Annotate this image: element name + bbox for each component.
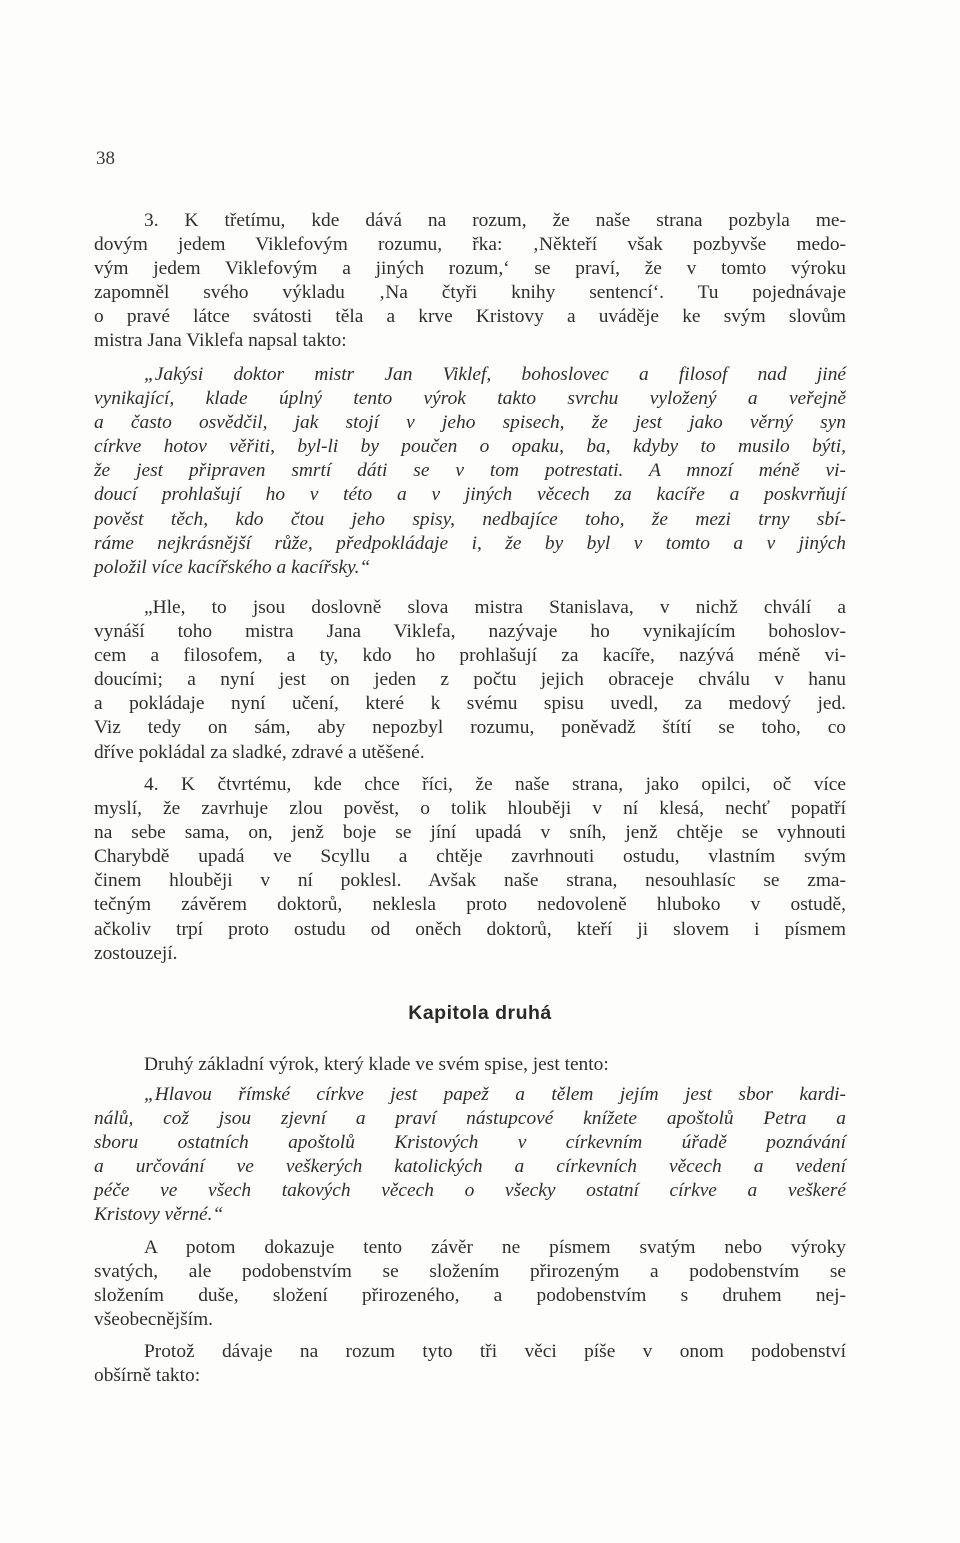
text-line: Protož dávaje na rozum tyto tři věci píše v onom podobenství: [144, 1341, 846, 1362]
text-line: sboru ostatních apoštolů Kristových v církevním úřadě poznávání: [94, 1132, 846, 1154]
text-line: ačkoliv trpí proto ostudu od oněch doktorů, kteří ji slovem i písmem: [94, 918, 846, 940]
text-line: doucí prohlašují ho v této a v jiných věcech za kacíře a poskvrňují: [94, 484, 846, 506]
text-line: na sebe sama, on, jenž boje se jíní upadá v sníh, jenž chtěje se vyhnouti: [94, 822, 846, 844]
quote-papez: [94, 1083, 846, 1228]
text-line: mistra Jana Viklefa napsal takto:: [94, 330, 347, 352]
quote-viklef: [94, 363, 846, 580]
text-line: ráme nejkrásnější růže, předpokládaje i, že by byl v tomto a v jiných: [94, 532, 846, 554]
text-line: doucími; a nyní jest on jeden z počtu jejich obraceje chválu v hanu: [94, 669, 846, 691]
text-line: pověst těch, kdo čtou jeho spisy, nedbajíce toho, že mezi trny sbí-: [94, 508, 846, 530]
text-line: cem a filosofem, a ty, kdo ho prohlašují za kacíře, nazývá méně vi-: [94, 645, 846, 667]
paragraph-hle: [94, 596, 846, 765]
text-line: Viz tedy on sám, aby nepozbyl rozumu, poněvadž štítí se toho, co: [94, 717, 846, 739]
paragraph-dokazuje: [94, 1236, 846, 1332]
text-line: všeobecnějším.: [94, 1309, 214, 1331]
text-line: nálů, což jsou zjevní a praví nástupcové knížete apoštolů Petra a: [94, 1108, 846, 1130]
text-line: zostouzejí.: [94, 942, 178, 964]
text-line: činem hlouběji v ní poklesl. Avšak naše strana, nesouhlasíc se zma-: [94, 870, 846, 892]
text-line: církve hotov věřiti, byl-li by poučen o opaku, ba, kdyby to musilo býti,: [94, 436, 846, 458]
text-line: dříve pokládal za sladké, zdravé a utěšené.: [94, 741, 425, 763]
text-line: a určování ve veškerých katolických a církevních věcech a vedení: [94, 1156, 846, 1178]
text-line: a pokládaje nyní učení, které k svému spisu uvedl, za medový jed.: [94, 693, 846, 715]
text-line: složením duše, složení přirozeného, a podobenstvím s druhem nej-: [94, 1285, 846, 1307]
paragraph-druhy-vyrok: [94, 1053, 846, 1077]
text-line: A potom dokazuje tento závěr ne písmem svatým nebo výroky: [144, 1237, 846, 1258]
text-line: vynáší toho mistra Jana Viklefa, nazývaje ho vynikajícím bohoslov-: [94, 621, 846, 643]
text-line: svatých, ale podobenstvím se složením přirozeným a podobenstvím se: [94, 1261, 846, 1283]
text-line: že jest připraven smrtí dáti se v tom potrestati. A mnozí méně vi-: [94, 460, 846, 482]
text-line: o pravé látce svátosti těla a krve Kristovy a uváděje ke svým slovům: [94, 306, 846, 328]
text-line: tečným závěrem doktorů, neklesla proto nedovoleně hluboko v ostudě,: [94, 894, 846, 916]
text-line: obšírně takto:: [94, 1365, 201, 1387]
text-line: 4. K čtvrtému, kde chce říci, že naše strana, jako opilci, oč více: [144, 774, 846, 795]
text-line: dovým jedem Viklefovým rozumu, řka: ‚Někteří však pozbyvše medo-: [94, 234, 846, 256]
text-line: „Hle, to jsou doslovně slova mistra Stanislava, v nichž chválí a: [144, 597, 846, 618]
text-line: 3. K třetímu, kde dává na rozum, že naše strana pozbyla me-: [144, 210, 846, 231]
paragraph-section-4: [94, 773, 846, 966]
text-line: Charybdě upadá ve Scyllu a chtěje zavrhnouti ostudu, vlastním svým: [94, 846, 846, 868]
text-line: Kristovy věrné.“: [94, 1204, 224, 1226]
text-line: péče ve všech takových věcech o všecky ostatní církve a veškeré: [94, 1180, 846, 1202]
text-line: a často osvědčil, jak stojí v jeho spisech, že jest jako věrný syn: [94, 412, 846, 434]
text-line: vým jedem Viklefovým a jiných rozum,‘ se praví, že v tomto výroku: [94, 258, 846, 280]
text-line: myslí, že zavrhuje zlou pověst, o tolik hlouběji v ní klesá, nechť popatří: [94, 798, 846, 820]
text-line: zapomněl svého výkladu ‚Na čtyři knihy sentencí‘. Tu pojednávaje: [94, 282, 846, 304]
text-line: „Hlavou římské církve jest papež a tělem jejím jest sbor kardi-: [144, 1084, 846, 1105]
page-number: 38: [96, 148, 115, 169]
text-line: položil více kacířského a kacířsky.“: [94, 556, 371, 578]
chapter-heading: Kapitola druhá: [408, 1002, 552, 1024]
text-line: „Jakýsi doktor mistr Jan Viklef, bohoslovec a filosof nad jiné: [144, 364, 846, 385]
paragraph-protoz: [94, 1340, 846, 1388]
paragraph-section-3: [94, 209, 846, 354]
text-line: Druhý základní výrok, který klade ve svém spise, jest tento:: [144, 1054, 609, 1075]
text-line: vynikající, klade úplný tento výrok takto svrchu vyložený a veřejně: [94, 388, 846, 410]
